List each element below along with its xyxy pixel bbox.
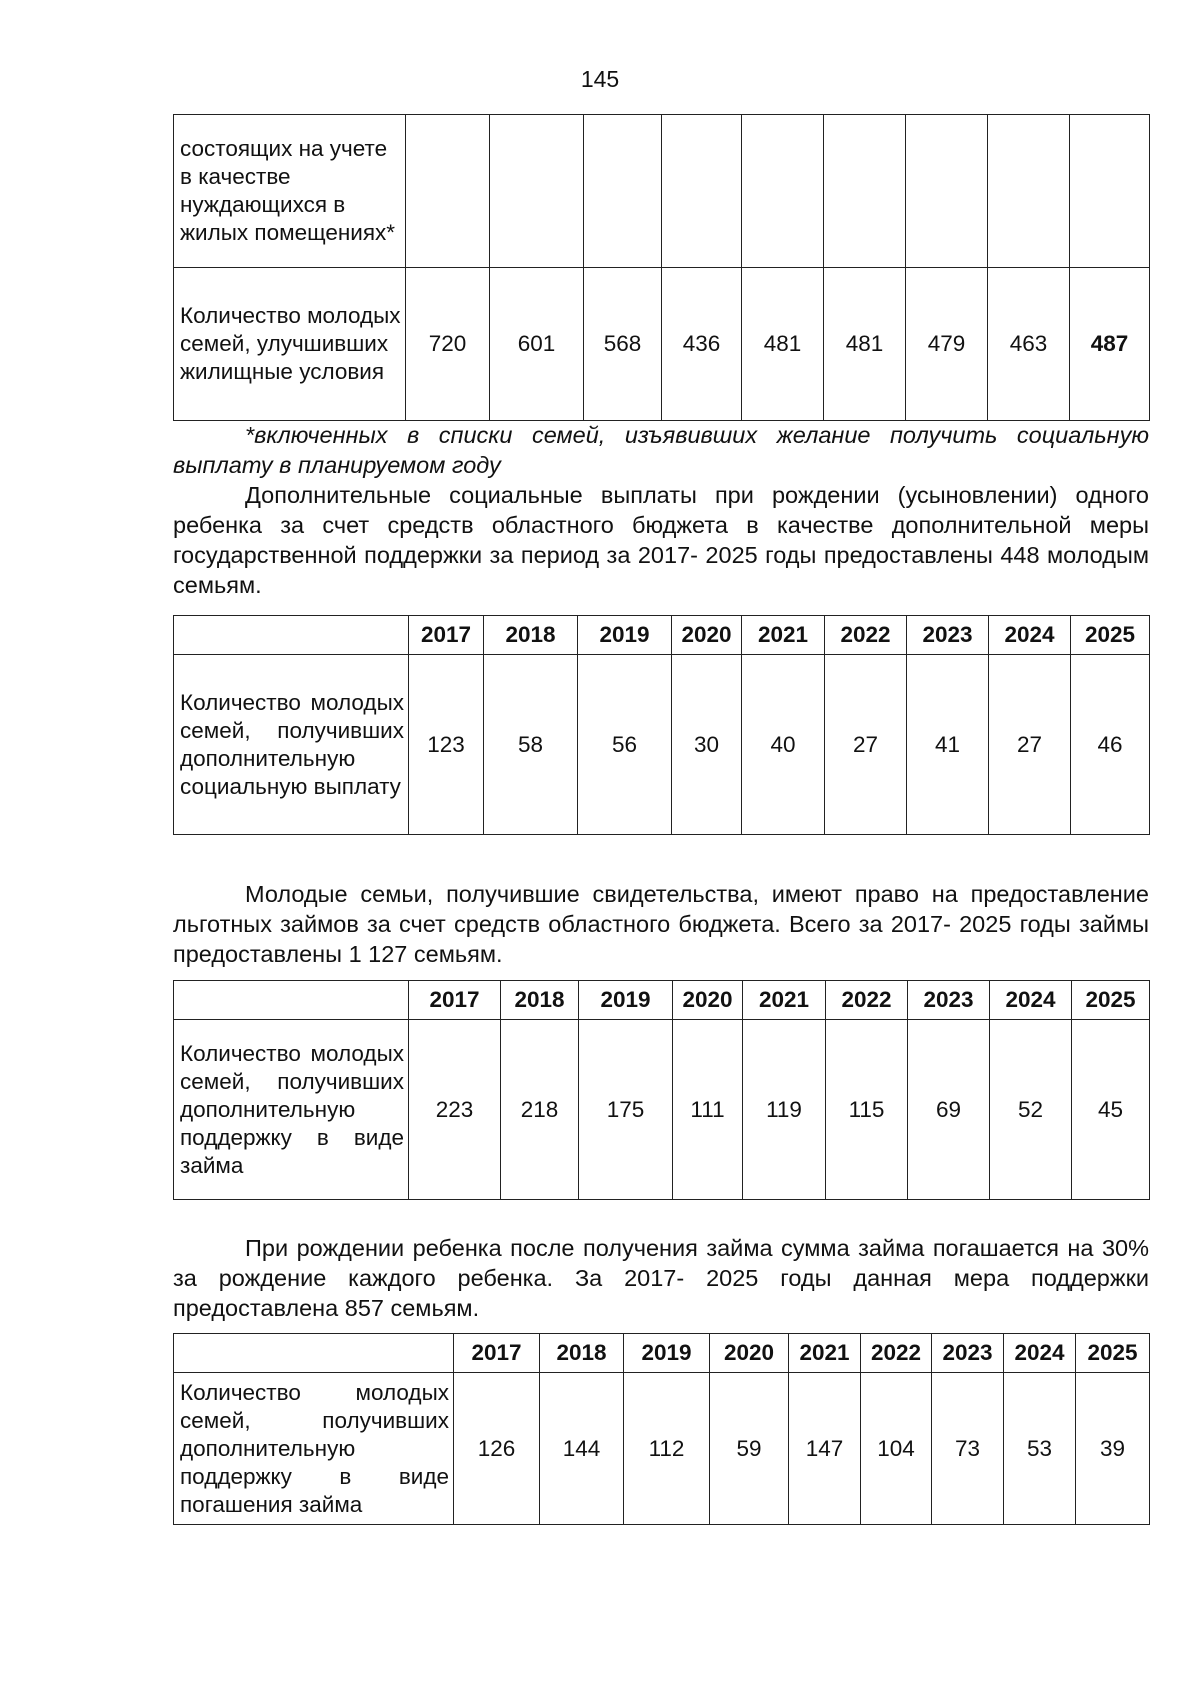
header-2024: 2024 <box>1004 1334 1076 1373</box>
cell-2021: 147 <box>789 1373 861 1525</box>
cell-2022: 104 <box>861 1373 932 1525</box>
cell-2021: 119 <box>743 1020 826 1200</box>
cell-2025: 45 <box>1072 1020 1150 1200</box>
header-2023: 2023 <box>908 981 990 1020</box>
cell-2024: 463 <box>988 268 1070 421</box>
header-2018: 2018 <box>501 981 579 1020</box>
cell-2020: 30 <box>672 655 742 835</box>
cell-2018 <box>490 115 584 268</box>
header-2022: 2022 <box>826 981 908 1020</box>
cell-2025: 46 <box>1071 655 1150 835</box>
header-2021: 2021 <box>742 616 825 655</box>
row-label: Количество молодых семей, улучшивших жилищные условия <box>174 268 406 421</box>
row-label: состоящих на учете в качестве нуждающихся в жилых помещениях* <box>174 115 406 268</box>
cell-2017 <box>406 115 490 268</box>
cell-2019: 175 <box>579 1020 673 1200</box>
header-2021: 2021 <box>743 981 826 1020</box>
cell-2017: 223 <box>409 1020 501 1200</box>
cell-2023: 69 <box>908 1020 990 1200</box>
cell-2020: 436 <box>662 268 742 421</box>
table-loans <box>173 980 1149 1200</box>
header-2024: 2024 <box>989 616 1071 655</box>
cell-2021: 40 <box>742 655 825 835</box>
cell-2018: 601 <box>490 268 584 421</box>
cell-2020: 59 <box>710 1373 789 1525</box>
table-row <box>174 268 1150 421</box>
header-2025: 2025 <box>1071 616 1150 655</box>
footnote: *включенных в списки семей, изъявивших желание получить социальную выплату в планируемом году <box>173 422 1149 478</box>
table-housing-continuation <box>173 114 1149 421</box>
table-social-payments <box>173 615 1149 835</box>
header-2024: 2024 <box>990 981 1072 1020</box>
row-label: Количество молодых семей, получивших дополнительную социальную выплату <box>174 655 409 835</box>
cell-2024: 53 <box>1004 1373 1076 1525</box>
header-2020: 2020 <box>672 616 742 655</box>
cell-2018: 144 <box>540 1373 624 1525</box>
header-2018: 2018 <box>484 616 578 655</box>
paragraph-loans: Молодые семьи, получившие свидетельства, имеют право на предоставление льготных займов за счет средств областного бюджета. Всего за 2017- 2025 годы займы предоставлены 1 127 семьям. <box>173 881 1149 967</box>
header-2017: 2017 <box>409 616 484 655</box>
header-2022: 2022 <box>861 1334 932 1373</box>
header-2020: 2020 <box>673 981 743 1020</box>
cell-2023: 479 <box>906 268 988 421</box>
cell-2025: 487 <box>1070 268 1150 421</box>
header-empty <box>174 1334 454 1373</box>
header-2019: 2019 <box>624 1334 710 1373</box>
header-empty <box>174 616 409 655</box>
header-empty <box>174 981 409 1020</box>
header-2019: 2019 <box>578 616 672 655</box>
cell-2023 <box>906 115 988 268</box>
header-2017: 2017 <box>454 1334 540 1373</box>
paragraph-loan-repayment: При рождении ребенка после получения займа сумма займа погашается на 30% за рождение каждого ребенка. За 2017- 2025 годы данная мера поддержки предоставлена 857 семьям. <box>173 1235 1149 1321</box>
table-header-row <box>174 616 1150 655</box>
table-row <box>174 1373 1150 1525</box>
cell-2019: 568 <box>584 268 662 421</box>
table-header-row <box>174 1334 1150 1373</box>
cell-2017: 126 <box>454 1373 540 1525</box>
table-row <box>174 115 1150 268</box>
header-2019: 2019 <box>579 981 673 1020</box>
cell-2018: 218 <box>501 1020 579 1200</box>
cell-2019 <box>584 115 662 268</box>
cell-2022: 115 <box>826 1020 908 1200</box>
row-label: Количество молодых семей, получивших дополнительную поддержку в виде займа <box>174 1020 409 1200</box>
cell-2024: 52 <box>990 1020 1072 1200</box>
header-2017: 2017 <box>409 981 501 1020</box>
footnote-block <box>173 420 1149 600</box>
row-label: Количество молодых семей, получивших дополнительную поддержку в виде погашения займа <box>174 1373 454 1525</box>
cell-2023: 41 <box>907 655 989 835</box>
cell-2025: 39 <box>1076 1373 1150 1525</box>
header-2023: 2023 <box>932 1334 1004 1373</box>
table-header-row <box>174 981 1150 1020</box>
cell-2021: 481 <box>742 268 824 421</box>
paragraph-social-payments: Дополнительные социальные выплаты при рождении (усыновлении) одного ребенка за счет средств областного бюджета в качестве дополнительной меры государственной поддержки за период за 2017- 2025 годы предоставлены 448 молодым семьям. <box>173 482 1149 598</box>
cell-2019: 56 <box>578 655 672 835</box>
cell-2024: 27 <box>989 655 1071 835</box>
page-number: 145 <box>580 66 620 92</box>
cell-2020: 111 <box>673 1020 743 1200</box>
header-2023: 2023 <box>907 616 989 655</box>
header-2025: 2025 <box>1072 981 1150 1020</box>
cell-2025 <box>1070 115 1150 268</box>
cell-2021 <box>742 115 824 268</box>
cell-2017: 720 <box>406 268 490 421</box>
table-row <box>174 1020 1150 1200</box>
cell-2023: 73 <box>932 1373 1004 1525</box>
cell-2022: 481 <box>824 268 906 421</box>
header-2021: 2021 <box>789 1334 861 1373</box>
header-2018: 2018 <box>540 1334 624 1373</box>
table-row <box>174 655 1150 835</box>
header-2020: 2020 <box>710 1334 789 1373</box>
cell-2017: 123 <box>409 655 484 835</box>
cell-2022 <box>824 115 906 268</box>
cell-2019: 112 <box>624 1373 710 1525</box>
header-2025: 2025 <box>1076 1334 1150 1373</box>
cell-2024 <box>988 115 1070 268</box>
header-2022: 2022 <box>825 616 907 655</box>
table-loan-repayment <box>173 1333 1149 1525</box>
cell-2018: 58 <box>484 655 578 835</box>
cell-2020 <box>662 115 742 268</box>
cell-2022: 27 <box>825 655 907 835</box>
